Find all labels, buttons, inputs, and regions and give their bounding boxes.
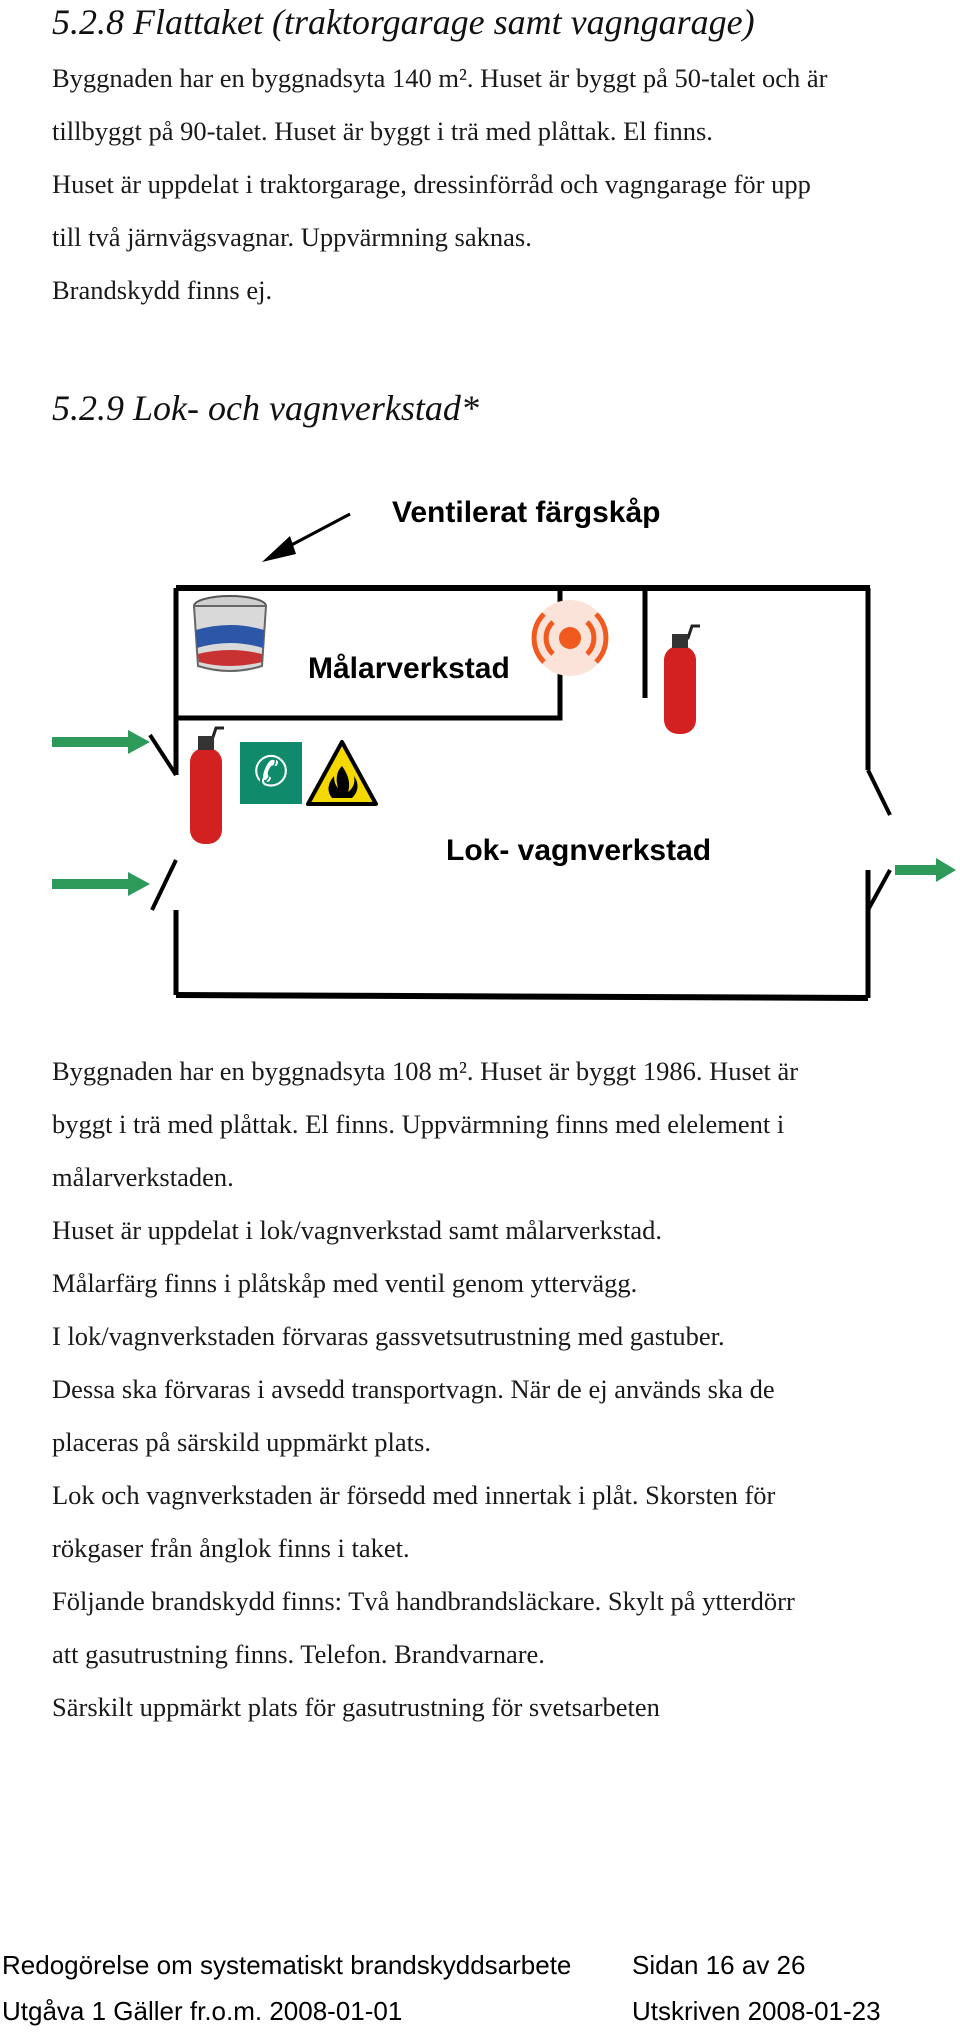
footer-page-number: Sidan 16 av 26 <box>632 1950 806 1980</box>
ventilated-cabinet-arrow-icon <box>262 514 350 562</box>
label-workshop: Lok- vagnverkstad <box>446 834 712 867</box>
text-line: byggt i trä med plåttak. El finns. Uppvärmning finns med elelement i <box>52 1109 785 1139</box>
paint-bucket-icon <box>194 596 266 671</box>
section-529-body <box>52 1045 932 1734</box>
exit-arrow-icon <box>895 858 956 882</box>
text-line: Byggnaden har en byggnadsyta 140 m². Huset är byggt på 50-talet och är <box>52 63 828 93</box>
text-line: placeras på särskild uppmärkt plats. <box>52 1427 431 1457</box>
text-line: till två järnvägsvagnar. Uppvärmning saknas. <box>52 222 532 252</box>
text-line: rökgaser från ånglok finns i taket. <box>52 1533 410 1563</box>
flammable-warning-icon <box>308 742 376 804</box>
section-heading-528: 5.2.8 Flattaket (traktorgarage samt vagngarage) <box>52 2 755 42</box>
phone-icon <box>240 742 302 804</box>
text-line: målarverkstaden. <box>52 1162 234 1192</box>
text-line: Lok och vagnverkstaden är försedd med innertak i plåt. Skorsten för <box>52 1480 776 1510</box>
alarm-icon <box>532 600 608 676</box>
label-ventilated-cabinet: Ventilerat färgskåp <box>392 496 661 529</box>
section-528-body <box>52 52 932 317</box>
label-paint-shop: Målarverkstad <box>308 652 510 685</box>
text-line: Särskilt uppmärkt plats för gasutrustning för svetsarbeten <box>52 1692 660 1722</box>
floor-plan-diagram <box>0 470 960 1010</box>
text-line: Följande brandskydd finns: Två handbrandsläckare. Skylt på ytterdörr <box>52 1586 795 1616</box>
text-line: Målarfärg finns i plåtskåp med ventil genom yttervägg. <box>52 1268 638 1298</box>
text-line: Brandskydd finns ej. <box>52 275 273 305</box>
paint-shop-room <box>176 588 870 718</box>
text-line: Huset är uppdelat i lok/vagnverkstad samt målarverkstad. <box>52 1215 663 1245</box>
svg-text:✆: ✆ <box>253 747 289 796</box>
exit-arrow-icon <box>52 872 150 896</box>
text-line: att gasutrustning finns. Telefon. Brandvarnare. <box>52 1639 545 1669</box>
footer-row-1 <box>0 1950 960 1984</box>
fire-extinguisher-icon <box>664 626 700 734</box>
footer-edition: Utgåva 1 Gäller fr.o.m. 2008-01-01 <box>2 1996 403 2026</box>
exit-arrow-icon <box>52 730 150 754</box>
fire-extinguisher-icon <box>190 728 224 844</box>
section-heading-529: 5.2.9 Lok- och vagnverkstad* <box>52 388 479 428</box>
footer-printed-date: Utskriven 2008-01-23 <box>632 1996 881 2026</box>
text-line: Huset är uppdelat i traktorgarage, dressinförråd och vagngarage för upp <box>52 169 811 199</box>
text-line: Byggnaden har en byggnadsyta 108 m². Huset är byggt 1986. Huset är <box>52 1056 799 1086</box>
text-line: Dessa ska förvaras i avsedd transportvagn. När de ej används ska de <box>52 1374 775 1404</box>
text-line: tillbyggt på 90-talet. Huset är byggt i trä med plåttak. El finns. <box>52 116 713 146</box>
text-line: I lok/vagnverkstaden förvaras gassvetsutrustning med gastuber. <box>52 1321 725 1351</box>
footer-doc-title: Redogörelse om systematiskt brandskyddsarbete <box>2 1950 572 1980</box>
footer-row-2 <box>0 1996 960 2030</box>
